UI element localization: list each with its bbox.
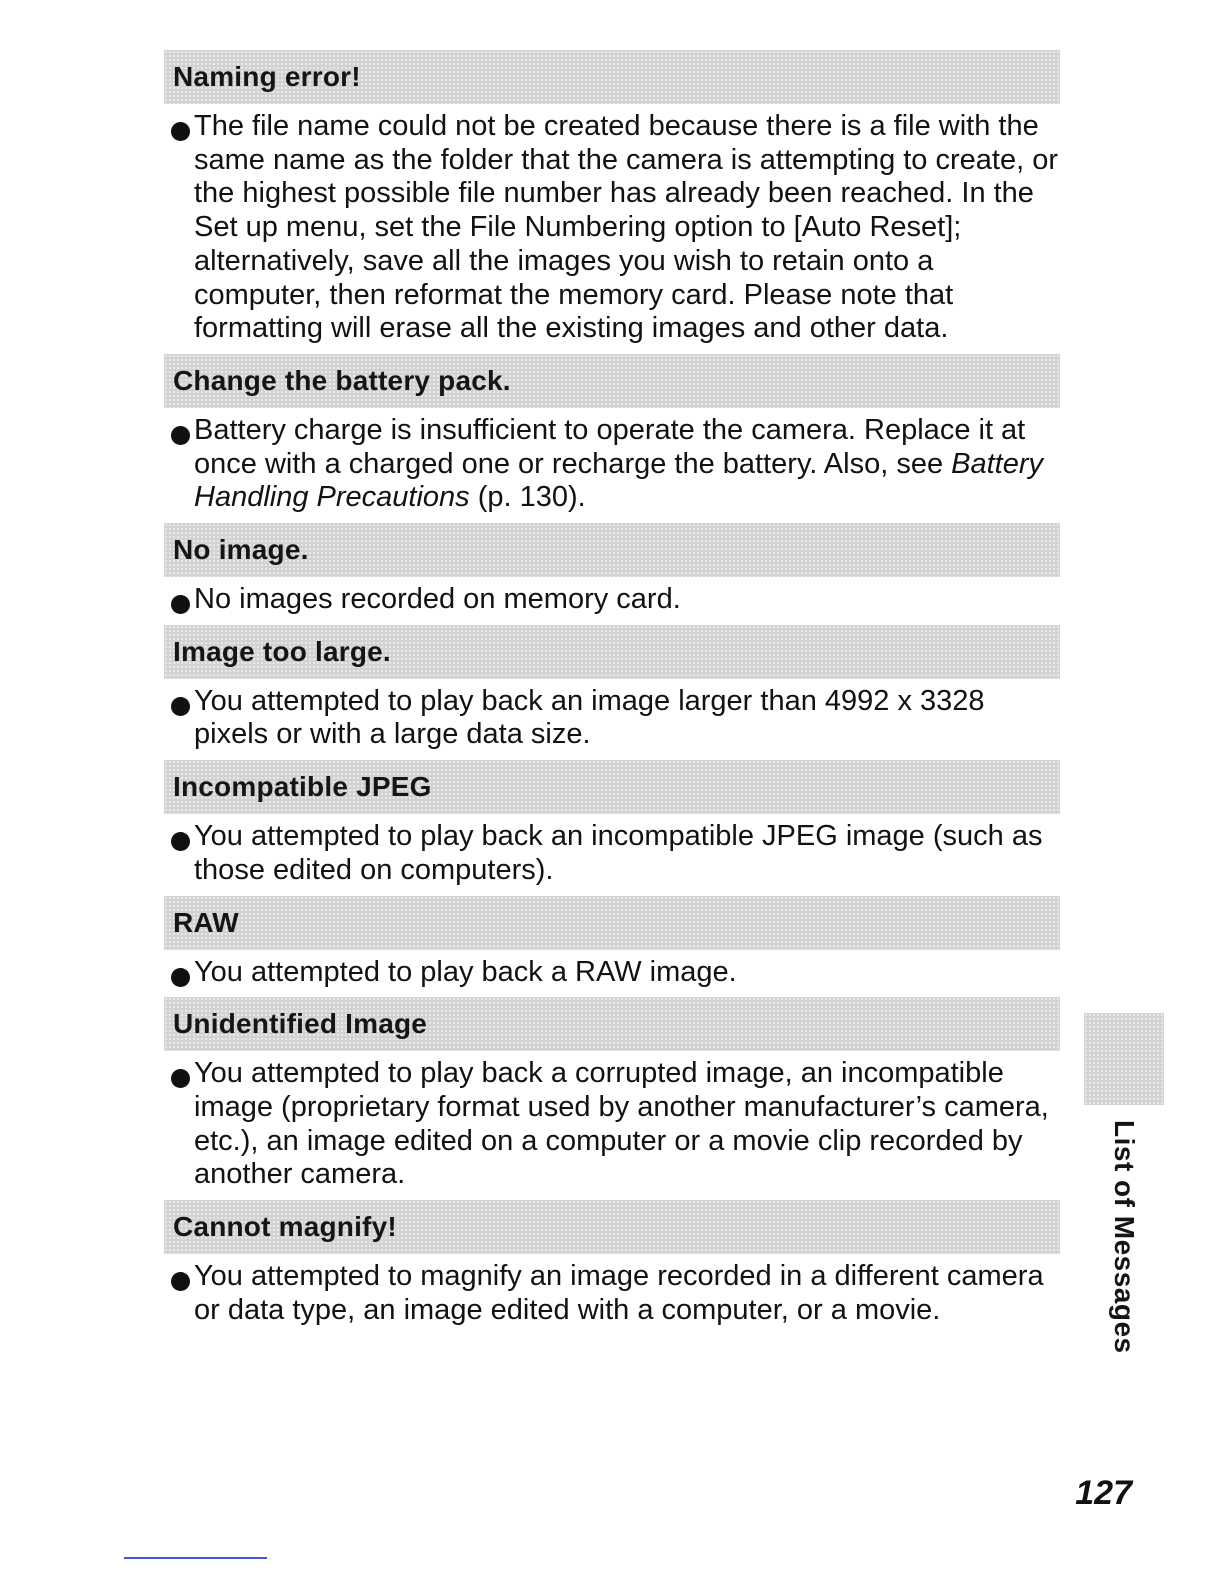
section-text: The file name could not be created because there is a file with the same name as the folder that the camera is attempting to create, or the highest possible file number has already been reached. In the Set up menu, set the File Numbering option to [Auto Reset]; alternatively, save all the images you wish to retain onto a computer, then reformat the memory card. Please note that formatting will erase all the existing images and other data.: [194, 110, 1058, 345]
bullet-icon: [171, 832, 190, 851]
reference-page: (p. 130).: [477, 481, 586, 514]
section-text: You attempted to play back a RAW image.: [194, 955, 737, 988]
section-body: [164, 577, 1060, 625]
section-text: You attempted to play back a corrupted image, an incompatible image (proprietary format used by another manufacturer’s camera, etc.), an image edited on a computer or a movie clip recorded by another camera.: [194, 1057, 1049, 1191]
section-header-cannot-magnify: [164, 1200, 1060, 1254]
section-text: You attempted to magnify an image recorded in a different camera or data type, an image edited with a computer, or a movie.: [194, 1260, 1044, 1326]
section-text: No images recorded on memory card.: [194, 583, 681, 616]
section-header-image-too-large: [164, 625, 1060, 679]
section-body: [164, 679, 1060, 760]
section-body: [164, 408, 1060, 523]
section-text: You attempted to play back an image larger than 4992 x 3328 pixels or with a large data size.: [194, 684, 985, 751]
section-body: [164, 104, 1060, 354]
section-text: You attempted to play back an incompatible JPEG image (such as those edited on computers).: [194, 820, 1043, 886]
bullet-icon: [171, 1272, 190, 1291]
section-title: Unidentified Image: [173, 1008, 428, 1040]
section-title: No image.: [173, 534, 309, 566]
bullet-icon: [171, 968, 190, 987]
section-body: [164, 814, 1060, 895]
section-body: [164, 1254, 1060, 1335]
section-title: Image too large.: [173, 635, 391, 667]
bullet-icon: [171, 595, 190, 614]
section-title: Incompatible JPEG: [173, 771, 432, 803]
section-header-unidentified-image: [164, 997, 1060, 1051]
bullet-icon: [171, 1069, 190, 1088]
bullet-icon: [171, 122, 190, 141]
section-header-change-battery: [164, 354, 1060, 408]
section-body: [164, 950, 1060, 998]
section-title: Change the battery pack.: [173, 364, 511, 396]
chapter-tab-label: List of Messages: [1109, 1120, 1140, 1354]
bullet-icon: [171, 697, 190, 716]
section-title: Naming error!: [173, 61, 361, 92]
bullet-icon: [171, 426, 190, 445]
section-text: Battery charge is insufficient to operate the camera. Replace it at once with a charged one or recharge the battery. Also, see: [194, 413, 1026, 480]
section-title: RAW: [173, 906, 239, 938]
section-header-naming-error: [164, 50, 1060, 104]
section-header-incompatible-jpeg: [164, 760, 1060, 814]
page-number: 127: [1075, 1474, 1132, 1512]
section-title: Cannot magnify!: [173, 1211, 397, 1243]
reference-title: Battery Handling Precautions: [194, 447, 1044, 514]
section-header-raw: [164, 896, 1060, 950]
section-body: [164, 1051, 1060, 1200]
message-list: [164, 50, 1060, 1335]
chapter-tab: [1084, 1013, 1164, 1105]
footer-rule: [124, 1557, 267, 1559]
section-header-no-image: [164, 523, 1060, 577]
